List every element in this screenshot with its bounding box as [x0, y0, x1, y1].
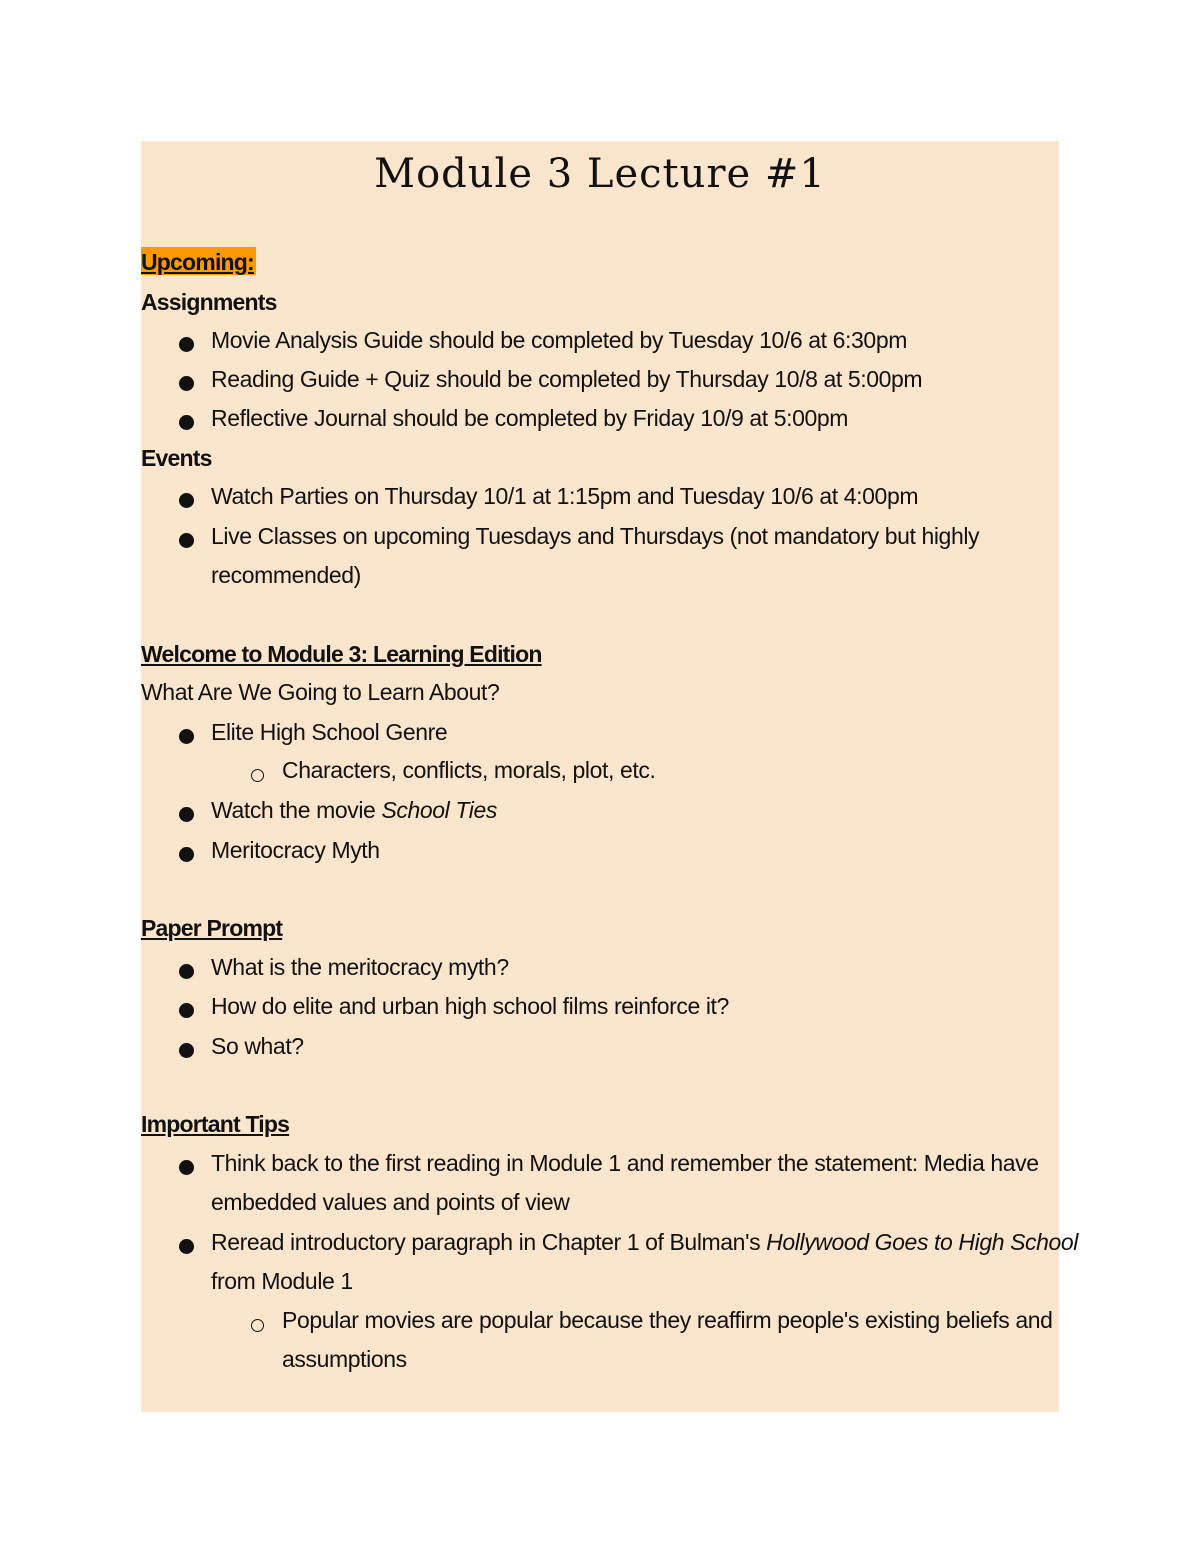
tip-item: Think back to the first reading in Module 1 and remember the statement: Media have	[211, 1150, 1039, 1176]
upcoming-label: Upcoming:	[141, 249, 254, 275]
bullet-icon	[179, 807, 194, 822]
bullet-icon	[179, 1160, 194, 1175]
welcome-heading: Welcome to Module 3: Learning Edition	[141, 641, 542, 667]
tip-subitem: Popular movies are popular because they reaffirm people's existing beliefs and	[282, 1307, 1053, 1333]
tips-heading: Important Tips	[141, 1111, 290, 1137]
event-item-continued: recommended)	[211, 562, 361, 588]
assignment-item: Reflective Journal should be completed by Friday 10/9 at 5:00pm	[211, 405, 849, 431]
hollow-bullet-icon	[251, 1319, 264, 1332]
prompt-item: What is the meritocracy myth?	[211, 954, 509, 980]
topic-item	[211, 797, 497, 824]
book-title: Hollywood Goes to High School	[766, 1229, 1079, 1255]
bullet-icon	[179, 1043, 194, 1058]
tip-item-continued: embedded values and points of view	[211, 1189, 570, 1215]
bullet-icon	[179, 376, 194, 391]
tip-subitem-continued: assumptions	[282, 1346, 407, 1372]
assignment-item: Reading Guide + Quiz should be completed by Thursday 10/8 at 5:00pm	[211, 366, 923, 392]
bullet-icon	[179, 847, 194, 862]
movie-title: School Ties	[381, 797, 498, 823]
event-item: Watch Parties on Thursday 10/1 at 1:15pm and Tuesday 10/6 at 4:00pm	[211, 483, 919, 509]
prompt-item: How do elite and urban high school films reinforce it?	[211, 993, 729, 1019]
learn-question: What Are We Going to Learn About?	[141, 679, 500, 705]
bullet-icon	[179, 533, 194, 548]
bullet-icon	[179, 493, 194, 508]
topic-subitem: Characters, conflicts, morals, plot, etc.	[282, 757, 656, 783]
prompt-item: So what?	[211, 1033, 304, 1059]
topic-item: Meritocracy Myth	[211, 837, 380, 863]
tip-item	[211, 1229, 1078, 1256]
topic-item: Elite High School Genre	[211, 719, 448, 745]
upcoming-heading	[141, 249, 256, 276]
bullet-icon	[179, 1239, 194, 1254]
bullet-icon	[179, 729, 194, 744]
bullet-icon	[179, 415, 194, 430]
page-title: Module 3 Lecture #1	[374, 151, 826, 197]
topic-item-text: Watch the movie	[211, 797, 382, 823]
bullet-icon	[179, 964, 194, 979]
tip-item-text: Reread introductory paragraph in Chapter 1 of Bulman's	[211, 1229, 767, 1255]
tip-item-continued: from Module 1	[211, 1268, 353, 1294]
hollow-bullet-icon	[251, 769, 264, 782]
document-page	[141, 141, 1079, 1412]
event-item: Live Classes on upcoming Tuesdays and Thursdays (not mandatory but highly	[211, 523, 980, 549]
bullet-icon	[179, 1003, 194, 1018]
assignment-item: Movie Analysis Guide should be completed by Tuesday 10/6 at 6:30pm	[211, 327, 907, 353]
paper-prompt-heading: Paper Prompt	[141, 915, 283, 941]
assignments-heading: Assignments	[141, 289, 277, 315]
bullet-icon	[179, 337, 194, 352]
events-heading: Events	[141, 445, 212, 471]
